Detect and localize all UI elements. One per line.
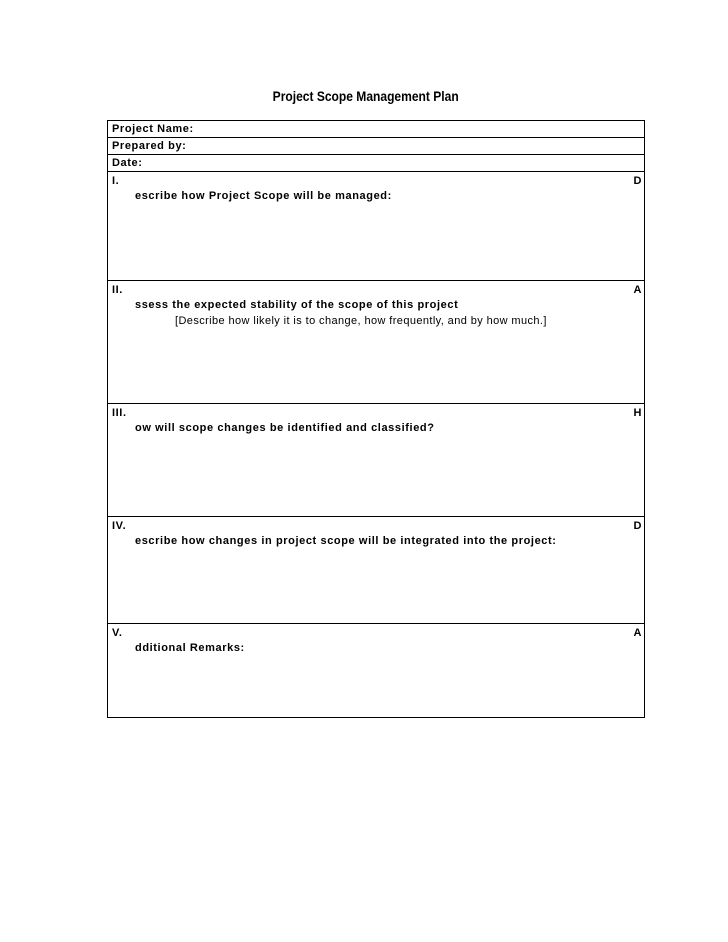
section-number: V. — [112, 627, 123, 639]
section-question: escribe how changes in project scope will be integrated into the project: — [135, 535, 557, 547]
prepared-by-label: Prepared by: — [112, 140, 187, 152]
section-initial-letter: A — [633, 284, 642, 296]
section-number: II. — [112, 284, 123, 296]
section-3[interactable] — [108, 404, 644, 517]
project-name-field[interactable] — [108, 121, 644, 138]
section-1[interactable] — [108, 172, 644, 281]
scope-plan-form — [107, 120, 645, 718]
section-number: I. — [112, 175, 120, 187]
section-initial-letter: D — [633, 175, 642, 187]
section-question: dditional Remarks: — [135, 642, 245, 654]
section-number: III. — [112, 407, 127, 419]
section-2[interactable] — [108, 281, 644, 404]
section-number: IV. — [112, 520, 127, 532]
date-field[interactable] — [108, 155, 644, 172]
document-title: Project Scope Management Plan — [272, 88, 459, 104]
project-name-label: Project Name: — [112, 123, 194, 135]
section-question: ssess the expected stability of the scope of this project — [135, 299, 459, 311]
section-5[interactable] — [108, 624, 644, 717]
section-4[interactable] — [108, 517, 644, 624]
date-label: Date: — [112, 157, 143, 169]
section-initial-letter: A — [633, 627, 642, 639]
section-question: escribe how Project Scope will be managed: — [135, 190, 392, 202]
section-initial-letter: H — [633, 407, 642, 419]
section-question: ow will scope changes be identified and classified? — [135, 422, 435, 434]
section-initial-letter: D — [633, 520, 642, 532]
prepared-by-field[interactable] — [108, 138, 644, 155]
section-note: [Describe how likely it is to change, how frequently, and by how much.] — [175, 315, 547, 327]
